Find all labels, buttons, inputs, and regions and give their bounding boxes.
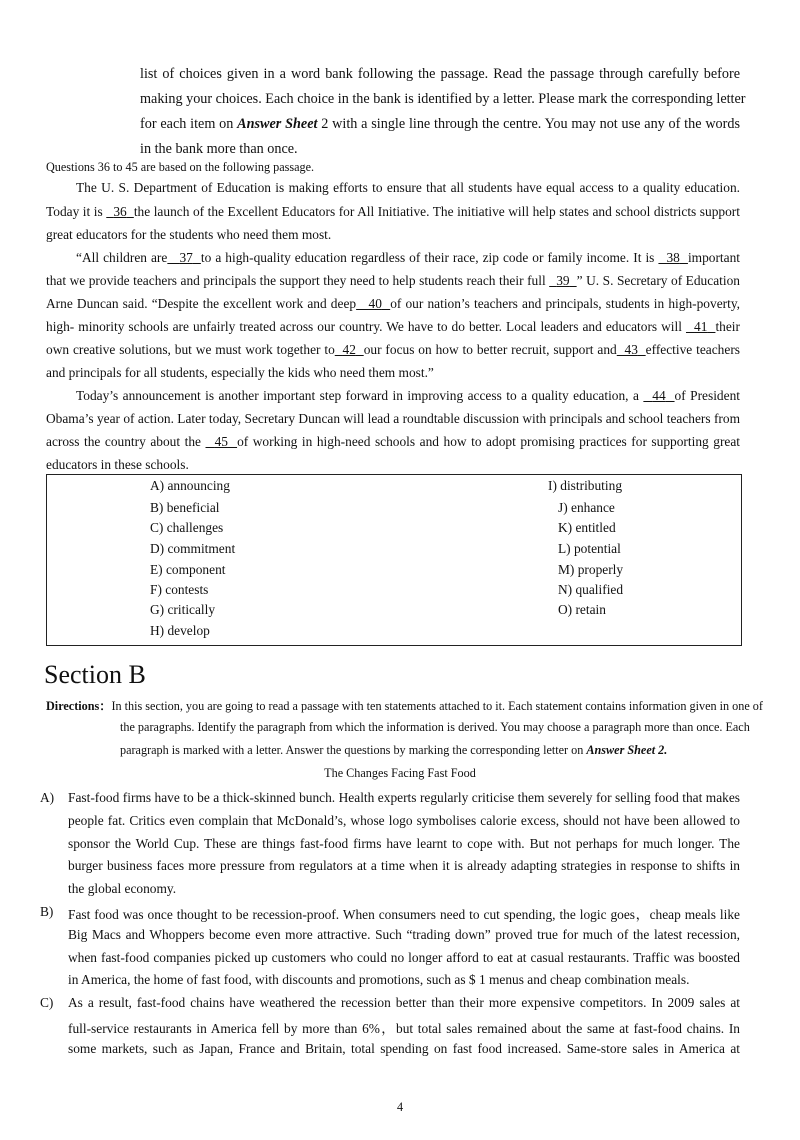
page-number: 4 (396, 1100, 404, 1114)
passage-text: the launch of the Excellent Educators for All Initiative. The initiative will help states and school districts support (133, 204, 740, 219)
paragraph-b-line: in America, the home of fast food, with discounts and promotions, such as $ 1 menus and cheap combination meals. (68, 972, 690, 987)
passage-text: that we provide teachers and principals the support they need to help students reach their full (46, 273, 550, 288)
directions-label: Directions (46, 699, 100, 713)
word-option-f: F) contests (150, 582, 209, 597)
paragraph-a-line: burger business faces more pressure from regulators at a time when it is already adapting strategies in response to shifts in (68, 858, 740, 873)
passage-text: effective teachers (645, 342, 740, 357)
passage-line (46, 204, 740, 220)
passage-text: of working in high-need schools and how to adopt promising practices for supporting great (237, 434, 741, 449)
passage-line (76, 250, 740, 266)
word-option-j: J) enhance (558, 500, 615, 515)
word-option-g: G) critically (150, 602, 216, 617)
blank-number: 39 (556, 273, 570, 288)
word-option-k: K) entitled (558, 520, 616, 535)
paragraph-b-line: when fast-food companies picked up customers who could no longer afford to eat at casual restaurants. Traffic was boosted (68, 950, 740, 965)
word-option-e: E) component (150, 562, 226, 577)
paragraph-a-line: Fast-food firms have to be a thick-skinned bunch. Health experts regularly criticise them severely for selling food that makes (68, 790, 740, 805)
word-option-l: L) potential (558, 541, 621, 556)
blank-number: 42 (342, 342, 356, 357)
paragraph-label-a: A) (40, 790, 55, 805)
blank-43 (617, 342, 646, 357)
passage-text: to a high-quality education regardless of their race, zip code or family income. It is (200, 250, 659, 265)
blank-38 (658, 250, 688, 265)
passage-line (76, 388, 740, 404)
intro-line-1: list of choices given in a word bank following the passage. Read the passage through carefully before (140, 66, 740, 82)
passage-line (46, 296, 740, 312)
blank-number: 41 (694, 319, 708, 334)
answer-sheet-ref: Answer Sheet (237, 116, 318, 132)
word-option-a: A) announcing (150, 478, 230, 493)
passage-text: “All children are (76, 250, 168, 265)
directions-line-3 (120, 743, 667, 758)
passage-line: great educators for the students who need them most. (46, 227, 332, 242)
paragraph-label-b: B) (40, 904, 54, 919)
word-option-m: M) properly (558, 562, 624, 577)
blank-36 (106, 204, 134, 219)
passage-line: Obama’s year of action. Later today, Secretary Duncan will lead a roundtable discussion with principals and school teachers from (46, 411, 740, 426)
passage-line: and principals for all students, especially the kids who need them most.” (46, 365, 434, 380)
passage-line (46, 342, 740, 358)
article-title: The Changes Facing Fast Food (324, 766, 476, 780)
blank-39 (549, 273, 576, 288)
directions-colon: ： (99, 699, 112, 713)
questions-note: Questions 36 to 45 are based on the following passage. (46, 160, 315, 174)
blank-40 (356, 296, 390, 311)
blank-37 (167, 250, 201, 265)
paragraph-c-line: full-service restaurants in America fell by more than 6%，but total sales remained about the same at fast-food chains. In (68, 1021, 740, 1036)
passage-text: high- minority schools are unfairly treated across our country. We have to do better. Local leaders and educators will (46, 319, 686, 334)
paragraph-label-c: C) (40, 995, 54, 1010)
word-option-n: N) qualified (558, 582, 624, 597)
blank-number: 44 (652, 388, 666, 403)
passage-text: across the country about the (46, 434, 206, 449)
blank-42 (335, 342, 364, 357)
blank-41 (686, 319, 715, 334)
blank-44 (643, 388, 674, 403)
passage-text: Today it is (46, 204, 107, 219)
blank-number: 38 (666, 250, 680, 265)
passage-line: The U. S. Department of Education is making efforts to ensure that all students have equal access to a quality education. (76, 180, 740, 195)
paragraph-b-line: Fast food was once thought to be recession-proof. When consumers need to cut spending, the logic goes，cheap meals like (68, 907, 740, 922)
word-option-c: C) challenges (150, 520, 224, 535)
word-option-o: O) retain (558, 602, 606, 617)
paragraph-c-line: some markets, such as Japan, France and Britain, total spending on fast food increased. Same-store sales in America at (68, 1041, 740, 1056)
blank-number: 37 (179, 250, 193, 265)
paragraph-b-line: Big Macs and Whoppers become even more attractive. Such “trading down” proved true for much of the latest recession, (68, 927, 740, 942)
word-option-i: I) distributing (548, 478, 623, 493)
passage-text: Today’s announcement is another important step forward in improving access to a quality education, a (76, 388, 644, 403)
intro-text: for each item on (140, 116, 238, 132)
paragraph-a-line: the global economy. (68, 881, 177, 896)
passage-text: own creative solutions, but we must work together to (46, 342, 335, 357)
passage-text: their (715, 319, 740, 334)
blank-number: 36 (113, 204, 127, 219)
passage-line (46, 434, 740, 450)
passage-text: of our nation’s teachers and principals, students in high-poverty, (390, 296, 740, 311)
directions-line-2: the paragraphs. Identify the paragraph from which the information is derived. You may choose a paragraph more than once. Each (120, 720, 750, 734)
intro-line-4: in the bank more than once. (140, 141, 298, 157)
directions-line-1 (46, 697, 763, 714)
section-b-title: Section B (44, 660, 146, 689)
passage-text: ” U. S. Secretary of Education (576, 273, 740, 288)
paragraph-c-line: As a result, fast-food chains have weathered the recession better than their more expensive competitors. In 2009 sales at (68, 995, 740, 1010)
intro-line-3 (140, 116, 740, 133)
word-option-d: D) commitment (150, 541, 236, 556)
passage-text: important (687, 250, 741, 265)
passage-line: educators in these schools. (46, 457, 189, 472)
blank-number: 40 (368, 296, 382, 311)
answer-sheet-ref: Answer Sheet 2. (586, 743, 668, 757)
passage-text: Arne Duncan said. “Despite the excellent work and deep (46, 296, 357, 311)
passage-text: our focus on how to better recruit, support and (363, 342, 617, 357)
blank-number: 43 (624, 342, 638, 357)
paragraph-a-line: people fat. Critics even complain that McDonald’s, whose logo symbolises calorie excess, should not have been allowed to (68, 813, 740, 828)
passage-line (46, 273, 740, 289)
directions-text: In this section, you are going to read a passage with ten statements attached to it. Each statement contains information given in one of (111, 699, 763, 713)
blank-45 (206, 434, 238, 449)
blank-number: 45 (214, 434, 228, 449)
passage-text: of President (674, 388, 740, 403)
word-option-h: H) develop (150, 623, 210, 638)
word-option-b: B) beneficial (150, 500, 220, 515)
intro-text: 2 with a single line through the centre. You may not use any of the words (317, 116, 740, 132)
directions-text: paragraph is marked with a letter. Answer the questions by marking the corresponding letter on (120, 743, 587, 757)
paragraph-a-line: sponsor the World Cup. These are things fast-food firms have learnt to cope with. But not perhaps for much longer. The (68, 836, 740, 851)
passage-line (46, 319, 740, 335)
intro-line-2: making your choices. Each choice in the bank is identified by a letter. Please mark the corresponding letter (140, 91, 746, 107)
